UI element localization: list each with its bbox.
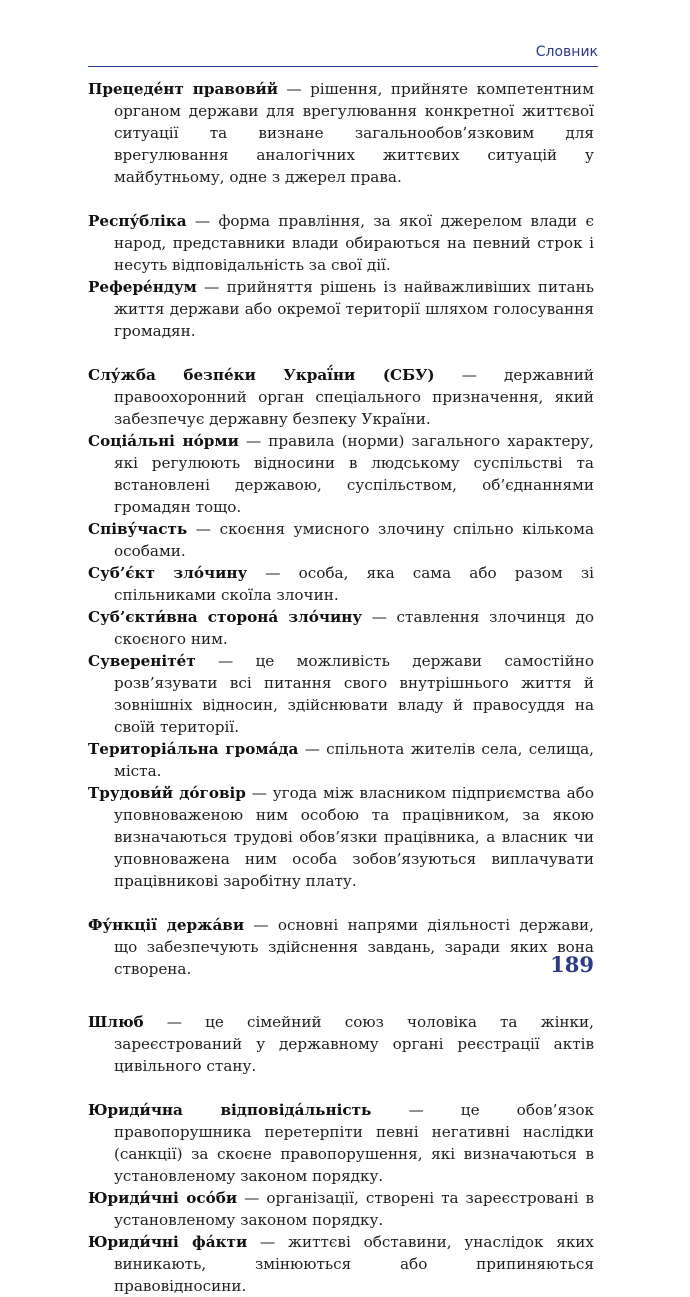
entry-definition: — організації, створені та зареєстровані в установленому законом порядку.	[114, 1189, 594, 1229]
entry-term: Територіа́льна грома́да	[88, 740, 299, 758]
entry-definition: — це сімейний союз чоловіка та жінки, зареєстрований у державному органі реєстрації актів цивільного стану.	[114, 1013, 594, 1075]
glossary-entry	[88, 78, 594, 188]
entry-term: Юриди́чна відповіда́льність	[88, 1101, 372, 1119]
entry-definition: — це обов’язок правопорушника перетерпіти певні негативні наслідки (санкції) за скоєне правопорушення, які визначаються в установленому законом порядку.	[114, 1101, 594, 1185]
glossary-entry	[88, 518, 594, 562]
page-number: 189	[550, 952, 594, 977]
entry-definition: — особа, яка сама або разом зі спільниками скоїла злочин.	[114, 564, 594, 604]
glossary-entry	[88, 1231, 594, 1297]
entry-definition: — правила (норми) загального характеру, які регулюють відносини в людському суспільстві та встановлені державою, суспільством, об’єднаннями громадян тощо.	[114, 432, 594, 516]
glossary-entry	[88, 364, 594, 430]
glossary-entry	[88, 210, 594, 276]
glossary-entry	[88, 1011, 594, 1077]
glossary-entry	[88, 650, 594, 738]
glossary-entry	[88, 1099, 594, 1187]
glossary-entry	[88, 430, 594, 518]
entry-definition: — життєві обставини, унаслідок яких виникають, змінюються або припиняються правовідносини.	[114, 1233, 594, 1295]
entry-term: Шлюб	[88, 1013, 144, 1031]
header-divider	[88, 66, 598, 67]
entry-term: Юриди́чні фа́кти	[88, 1233, 248, 1251]
entry-definition: — рішення, прийняте компетентним органом держави для врегулювання конкретної життєвої ситуації та визнане загальнообов’язковим для врегулювання аналогічних життєвих ситуацій у майбутньому, одне з джерел права.	[114, 80, 594, 186]
section-title: Словник	[535, 44, 598, 60]
glossary-entry	[88, 276, 594, 342]
glossary-entry	[88, 606, 594, 650]
entry-definition: — це можливість держави самостійно розв’язувати всі питання свого внутрішнього життя й зовнішніх відносин, здійснювати владу й правосуддя на своїй території.	[114, 652, 594, 736]
glossary-entry	[88, 562, 594, 606]
glossary-entry	[88, 914, 594, 980]
entry-definition: — ставлення злочинця до скоєного ним.	[114, 608, 594, 648]
entry-term: Сувереніте́т	[88, 652, 196, 670]
entry-term: Трудови́й до́говір	[88, 784, 246, 802]
glossary-entry	[88, 738, 594, 782]
entry-definition: — форма правління, за якої джерелом влади є народ, представники влади обираються на певний строк і несуть відповідальність за свої дії.	[114, 212, 594, 274]
entry-term: Соціа́льні но́рми	[88, 432, 239, 450]
entry-term: Співу́часть	[88, 520, 188, 538]
entry-definition: — угода між власником підприємства або уповноваженою ним особою та працівником, за якою визначаються трудові обов’язки працівника, а власник чи уповноважена ним особа зобов’язуються виплачувати працівникові заробітну плату.	[114, 784, 594, 890]
entry-term: Прецеде́нт правови́й	[88, 80, 279, 98]
glossary-entries	[88, 78, 594, 1297]
entry-term: Фу́нкції держа́ви	[88, 916, 245, 934]
entry-term: Респу́бліка	[88, 212, 187, 230]
entry-definition: — державний правоохоронний орган спеціального призначення, який забезпечує державну безпеку України.	[114, 366, 594, 428]
entry-term: Юриди́чні осо́би	[88, 1189, 238, 1207]
glossary-entry	[88, 1187, 594, 1231]
entry-definition: — скоєння умисного злочину спільно кількома особами.	[114, 520, 594, 560]
glossary-entry	[88, 782, 594, 892]
entry-definition: — прийняття рішень із найважливіших питань життя держави або окремої території шляхом голосування громадян.	[114, 278, 594, 340]
entry-term: Суб’єкти́вна сторона́ зло́чину	[88, 608, 363, 626]
entry-term: Суб’є́кт зло́чину	[88, 564, 248, 582]
entry-term: Слу́жба безпе́ки Украї́ни (СБУ)	[88, 366, 435, 384]
entry-term: Рефере́ндум	[88, 278, 197, 296]
entry-definition: — основні напрями діяльності держави, що забезпечують здійснення завдань, заради яких вона створена.	[114, 916, 594, 978]
entry-definition: — спільнота жителів села, селища, міста.	[114, 740, 595, 780]
